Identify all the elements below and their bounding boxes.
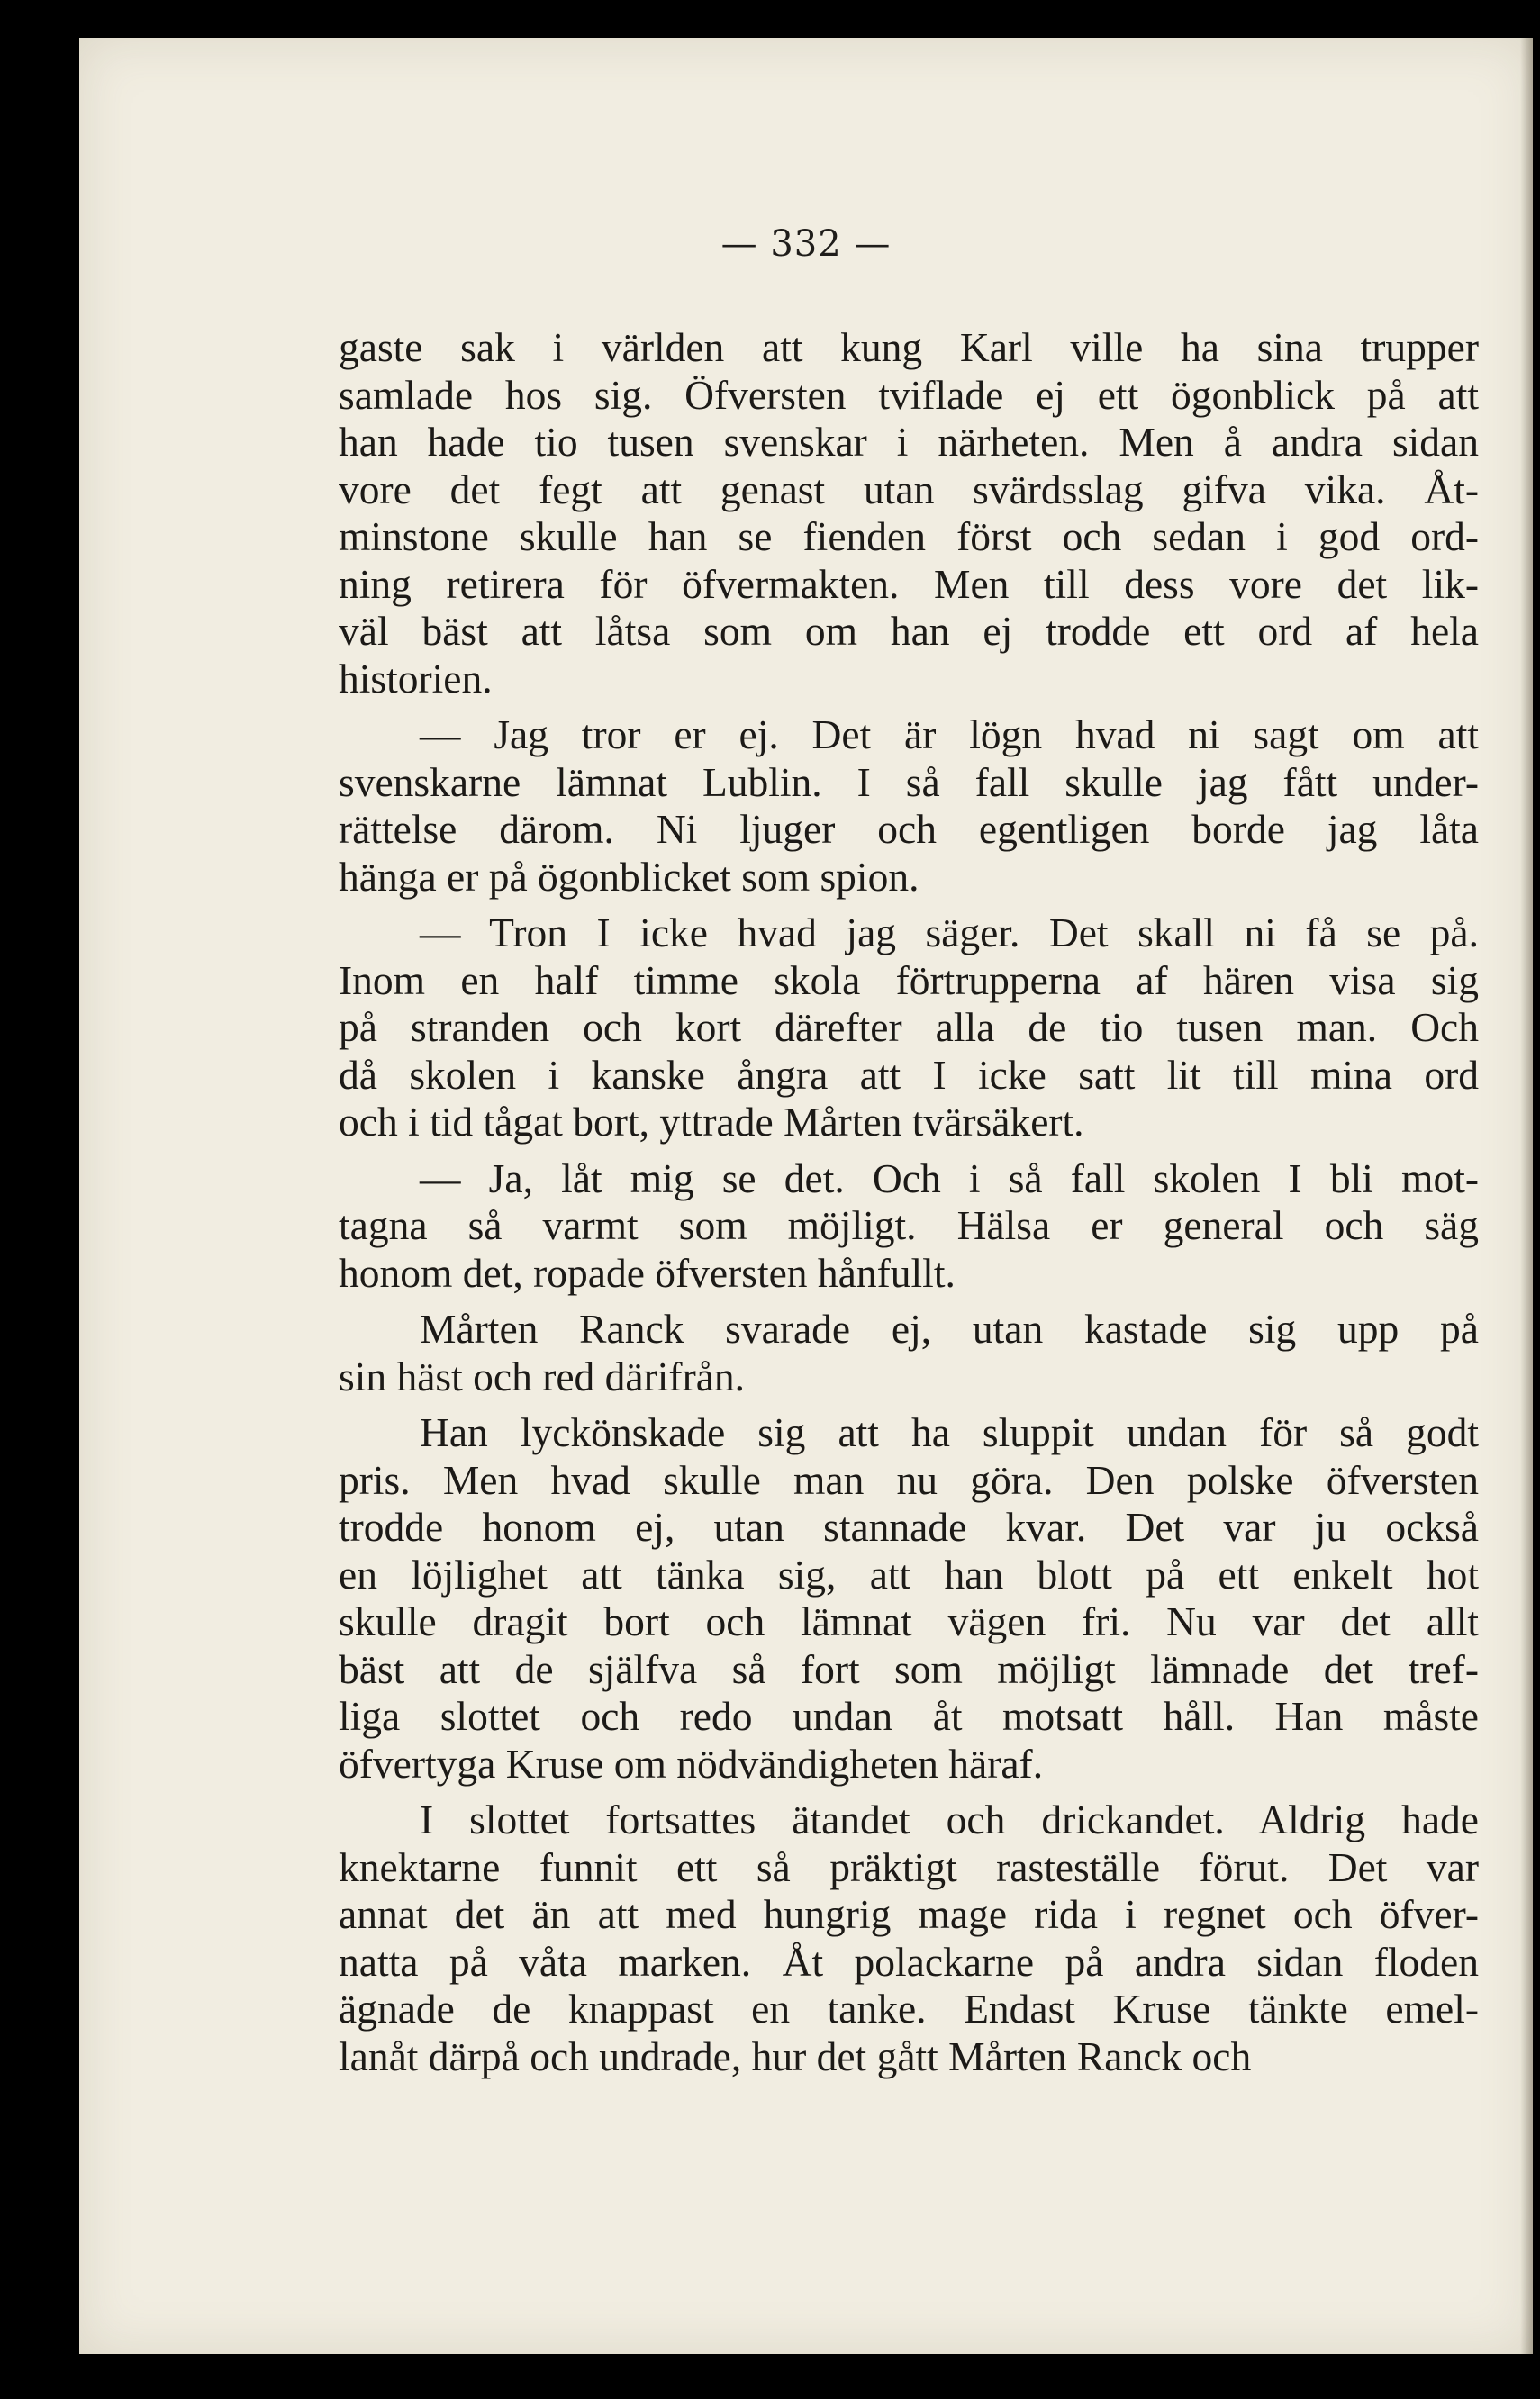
- text-line: skulle dragit bort och lämnat vägen fri. Nu var det allt: [339, 1598, 1479, 1644]
- book-page: [79, 38, 1533, 2354]
- text-line: ning retirera för öfvermakten. Men till dess vore det lik-: [339, 560, 1479, 607]
- paragraph: [339, 1155, 1479, 1298]
- text-line: pris. Men hvad skulle man nu göra. Den polske öfversten: [339, 1456, 1479, 1503]
- text-line: han hade tio tusen svenskar i närheten. Men å andra sidan: [339, 419, 1479, 465]
- text-line: historien.: [339, 655, 493, 702]
- paragraph: [339, 324, 1479, 702]
- text-line: Inom en half timme skola förtrupperna af hären visa sig: [339, 956, 1479, 1003]
- text-line: och i tid tågat bort, yttrade Mårten tvärsäkert.: [339, 1099, 1084, 1145]
- text-line: Mårten Ranck svarade ej, utan kastade sig upp på: [420, 1306, 1479, 1352]
- text-line: väl bäst att låtsa som om han ej trodde ett ord af hela: [339, 608, 1479, 654]
- text-line: minstone skulle han se fienden först och sedan i god ord-: [339, 513, 1479, 559]
- text-line: — Jag tror er ej. Det är lögn hvad ni sagt om att: [420, 711, 1479, 757]
- text-line: öfvertyga Kruse om nödvändigheten häraf.: [339, 1740, 1044, 1787]
- paragraph: [339, 1306, 1479, 1400]
- text-line: lanåt därpå och undrade, hur det gått Mårten Ranck och: [339, 2032, 1252, 2079]
- text-line: — Ja, låt mig se det. Och i så fall skolen I bli mot-: [420, 1154, 1479, 1201]
- text-line: rättelse därom. Ni ljuger och egentligen borde jag låta: [339, 806, 1479, 852]
- text-line: på stranden och kort därefter alla de tio tusen man. Och: [339, 1004, 1479, 1050]
- text-line: en löjlighet att tänka sig, att han blott på ett enkelt hot: [339, 1551, 1479, 1598]
- text-line: natta på våta marken. Åt polackarne på andra sidan floden: [339, 1938, 1479, 1985]
- text-line: — Tron I icke hvad jag säger. Det skall ni få se på.: [420, 910, 1479, 955]
- text-line: I slottet fortsattes ätandet och drickandet. Aldrig hade: [420, 1797, 1479, 1842]
- text-line: trodde honom ej, utan stannade kvar. Det var ju också: [339, 1504, 1479, 1550]
- paragraph: [339, 1409, 1479, 1788]
- text-line: honom det, ropade öfversten hånfullt.: [339, 1249, 956, 1296]
- text-line: hänga er på ögonblicket som spion.: [339, 853, 919, 900]
- text-line: tagna så varmt som möjligt. Hälsa er general och säg: [339, 1202, 1479, 1248]
- text-line: gaste sak i världen att kung Karl ville ha sina trupper: [339, 324, 1479, 370]
- text-line: då skolen i kanske ångra att I icke satt lit till mina ord: [339, 1051, 1479, 1098]
- text-line: liga slottet och redo undan åt motsatt håll. Han måste: [339, 1693, 1479, 1739]
- text-line: samlade hos sig. Öfversten tviflade ej ett ögonblick på att: [339, 371, 1479, 418]
- body-text: [339, 324, 1479, 2080]
- text-line: knektarne funnit ett så präktigt rasteställe förut. Det var: [339, 1843, 1479, 1890]
- text-line: svenskarne lämnat Lublin. I så fall skulle jag fått under-: [339, 758, 1479, 805]
- page-number: — 332 —: [720, 223, 892, 265]
- paragraph: [339, 711, 1479, 901]
- page-edge-shadow: [1520, 38, 1533, 2354]
- paragraph: [339, 1797, 1479, 2080]
- text-line: annat det än att med hungrig mage rida i regnet och öfver-: [339, 1891, 1479, 1937]
- text-line: ägnade de knappast en tanke. Endast Kruse tänkte emel-: [339, 1986, 1479, 2032]
- paragraph: [339, 910, 1479, 1146]
- text-line: sin häst och red därifrån.: [339, 1353, 746, 1399]
- text-line: vore det fegt att genast utan svärdsslag gifva vika. Åt-: [339, 466, 1479, 512]
- text-line: bäst att de själfva så fort som möjligt lämnade det tref-: [339, 1645, 1479, 1692]
- text-line: Han lyckönskade sig att ha sluppit undan för så godt: [420, 1409, 1479, 1455]
